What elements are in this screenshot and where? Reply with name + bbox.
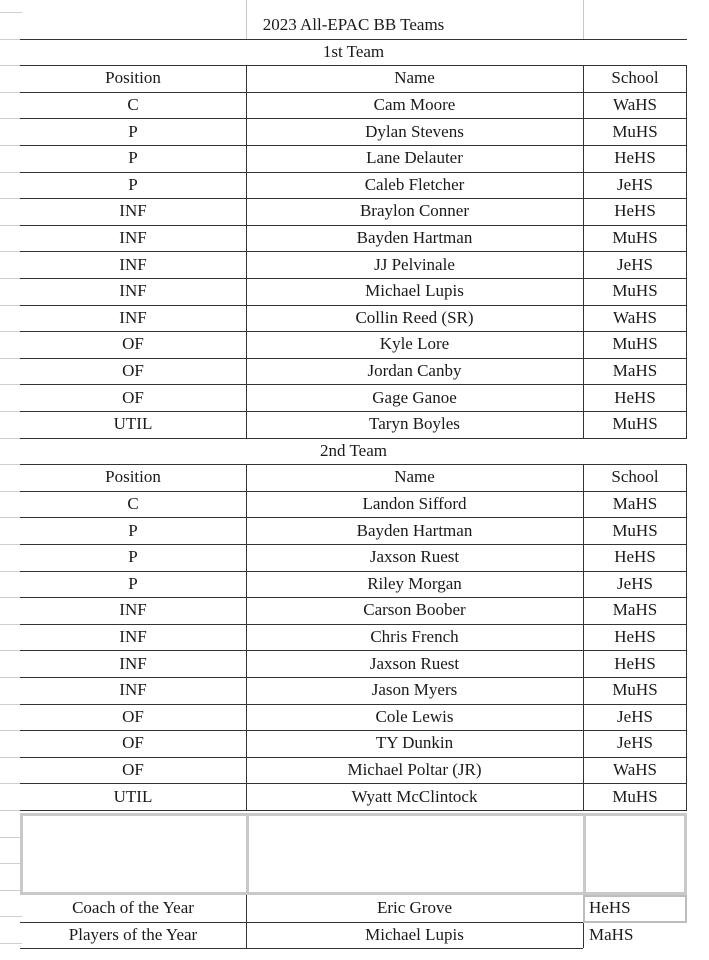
- table-row: [20, 358, 687, 385]
- position-cell[interactable]: OF: [122, 706, 144, 726]
- award-school-box: [583, 895, 687, 923]
- school-cell[interactable]: JeHS: [617, 174, 653, 194]
- gridline: [0, 783, 22, 784]
- name-cell[interactable]: TY Dunkin: [375, 733, 454, 753]
- gridline: [0, 650, 22, 651]
- name-cell[interactable]: Jaxson Ruest: [369, 547, 460, 567]
- sheet-title: 2023 All-EPAC BB Teams: [262, 15, 445, 35]
- position-cell[interactable]: P: [128, 573, 138, 593]
- name-cell[interactable]: Carson Boober: [363, 600, 466, 620]
- name-cell[interactable]: Landon Sifford: [362, 494, 467, 514]
- table-row: [20, 757, 687, 784]
- gridline: [0, 198, 22, 199]
- name-cell[interactable]: Riley Morgan: [367, 573, 462, 593]
- gridline: [0, 12, 22, 13]
- spreadsheet-gridlines: [0, 0, 22, 960]
- gridline: [0, 358, 22, 359]
- name-cell[interactable]: Wyatt McClintock: [351, 786, 478, 806]
- table-row: [20, 544, 687, 571]
- school-cell[interactable]: MaHS: [612, 361, 658, 381]
- gridline: [0, 172, 22, 173]
- name-cell[interactable]: Gage Ganoe: [372, 387, 457, 407]
- gridline: [0, 916, 22, 917]
- school-cell[interactable]: JeHS: [617, 573, 653, 593]
- gridline: [0, 278, 22, 279]
- school-cell[interactable]: HeHS: [614, 201, 656, 221]
- name-cell[interactable]: Caleb Fletcher: [364, 174, 465, 194]
- award-school-cell[interactable]: MaHS: [589, 924, 634, 944]
- name-cell[interactable]: Name: [394, 467, 435, 487]
- name-cell[interactable]: Collin Reed (SR): [355, 307, 474, 327]
- gridline: [0, 39, 22, 40]
- table-row: [20, 172, 687, 199]
- gridline: [0, 890, 22, 891]
- position-cell[interactable]: INF: [119, 307, 147, 327]
- column-border: [583, 65, 584, 437]
- school-cell[interactable]: JeHS: [617, 733, 653, 753]
- gridline: [0, 943, 22, 944]
- empty-divider: [246, 816, 249, 892]
- name-cell[interactable]: Michael Lupis: [365, 281, 464, 301]
- gridline: [0, 704, 22, 705]
- school-cell[interactable]: HeHS: [614, 627, 656, 647]
- position-cell[interactable]: INF: [119, 281, 147, 301]
- table-row: [20, 597, 687, 624]
- name-cell[interactable]: Name: [394, 68, 435, 88]
- table-row: [20, 331, 687, 358]
- school-cell[interactable]: School: [611, 68, 659, 88]
- school-cell[interactable]: MuHS: [612, 334, 658, 354]
- school-cell[interactable]: JeHS: [617, 706, 653, 726]
- award-winner-cell[interactable]: Eric Grove: [376, 898, 453, 918]
- row-border: [20, 948, 583, 949]
- position-cell[interactable]: OF: [122, 387, 144, 407]
- school-cell[interactable]: HeHS: [614, 387, 656, 407]
- gridline: [0, 331, 22, 332]
- gridline: [0, 677, 22, 678]
- name-cell[interactable]: Bayden Hartman: [356, 520, 473, 540]
- first-team-label-row: [20, 39, 687, 66]
- column-border: [583, 464, 584, 810]
- table-row: [20, 145, 687, 172]
- school-cell[interactable]: HeHS: [614, 653, 656, 673]
- column-border: [583, 0, 584, 39]
- school-cell[interactable]: MuHS: [612, 680, 658, 700]
- name-cell[interactable]: Kyle Lore: [379, 334, 450, 354]
- award-row: [20, 922, 687, 949]
- gridline: [0, 118, 22, 119]
- table-row: [20, 704, 687, 731]
- award-winner-cell[interactable]: Michael Lupis: [365, 924, 464, 944]
- position-cell[interactable]: C: [127, 494, 139, 514]
- name-cell[interactable]: JJ Pelvinale: [374, 254, 455, 274]
- table-row: [20, 198, 687, 225]
- school-cell[interactable]: HeHS: [614, 547, 656, 567]
- school-cell[interactable]: MuHS: [612, 281, 658, 301]
- name-cell[interactable]: Braylon Conner: [359, 201, 470, 221]
- first-team-label: 1st Team: [322, 41, 385, 61]
- school-cell[interactable]: WaHS: [613, 95, 657, 115]
- gridline: [0, 384, 22, 385]
- table-row: [20, 278, 687, 305]
- column-border: [246, 895, 247, 948]
- table-row: [20, 571, 687, 598]
- award-title-cell[interactable]: Coach of the Year: [72, 898, 194, 918]
- table-row: [20, 730, 687, 757]
- gridline: [0, 757, 22, 758]
- gridline: [0, 571, 22, 572]
- table-row: [20, 305, 687, 332]
- name-cell[interactable]: Jaxson Ruest: [369, 653, 460, 673]
- position-cell[interactable]: INF: [119, 201, 147, 221]
- name-cell[interactable]: Taryn Boyles: [369, 414, 460, 434]
- gridline: [0, 305, 22, 306]
- school-cell[interactable]: MuHS: [612, 228, 658, 248]
- gridline: [0, 624, 22, 625]
- school-cell[interactable]: JeHS: [617, 254, 653, 274]
- column-border: [246, 464, 247, 810]
- gridline: [0, 438, 22, 439]
- award-title-cell[interactable]: Players of the Year: [68, 924, 198, 944]
- award-school-cell[interactable]: HeHS: [589, 898, 631, 918]
- name-cell[interactable]: Chris French: [370, 627, 459, 647]
- gridline: [0, 597, 22, 598]
- school-cell[interactable]: MuHS: [612, 414, 658, 434]
- table-row: [20, 118, 687, 145]
- school-cell[interactable]: MaHS: [612, 494, 658, 514]
- row-border: [20, 810, 687, 811]
- position-cell[interactable]: OF: [122, 361, 144, 381]
- position-cell[interactable]: P: [128, 547, 138, 567]
- name-cell[interactable]: Jordan Canby: [367, 361, 462, 381]
- position-cell[interactable]: P: [128, 174, 138, 194]
- position-cell[interactable]: INF: [119, 627, 147, 647]
- school-cell[interactable]: MuHS: [612, 121, 658, 141]
- table-row: [20, 650, 687, 677]
- school-cell[interactable]: WaHS: [613, 760, 657, 780]
- name-cell[interactable]: Bayden Hartman: [356, 228, 473, 248]
- name-cell[interactable]: Dylan Stevens: [365, 121, 464, 141]
- position-cell[interactable]: P: [128, 121, 138, 141]
- position-cell[interactable]: OF: [122, 760, 144, 780]
- position-cell[interactable]: C: [127, 95, 139, 115]
- gridline: [0, 491, 22, 492]
- position-cell[interactable]: INF: [119, 228, 147, 248]
- school-cell[interactable]: MuHS: [612, 786, 658, 806]
- gridline: [0, 544, 22, 545]
- gridline: [0, 145, 22, 146]
- gridline: [0, 225, 22, 226]
- gridline: [0, 464, 22, 465]
- gridline: [0, 411, 22, 412]
- name-cell[interactable]: Michael Poltar (JR): [347, 760, 482, 780]
- gridline: [0, 837, 22, 838]
- position-cell[interactable]: OF: [122, 733, 144, 753]
- table-row: [20, 491, 687, 518]
- position-cell[interactable]: OF: [122, 334, 144, 354]
- position-cell[interactable]: INF: [119, 680, 147, 700]
- second-team-label-row: [20, 438, 687, 465]
- table-row: [20, 677, 687, 704]
- empty-section: [20, 813, 687, 895]
- table-row: [20, 251, 687, 278]
- position-cell[interactable]: INF: [119, 254, 147, 274]
- position-cell[interactable]: P: [128, 520, 138, 540]
- school-cell[interactable]: WaHS: [613, 307, 657, 327]
- second-team-header-row: [20, 464, 687, 491]
- gridline: [0, 65, 22, 66]
- first-team-header-row: [20, 65, 687, 92]
- school-cell[interactable]: MaHS: [612, 600, 658, 620]
- position-cell[interactable]: UTIL: [113, 786, 153, 806]
- table-row: [20, 411, 687, 438]
- column-border: [686, 65, 687, 437]
- table-row: [20, 384, 687, 411]
- school-cell[interactable]: HeHS: [614, 148, 656, 168]
- name-cell[interactable]: Jason Myers: [371, 680, 458, 700]
- name-cell[interactable]: Cam Moore: [373, 95, 456, 115]
- position-cell[interactable]: UTIL: [113, 414, 153, 434]
- second-team-label: 2nd Team: [320, 440, 387, 460]
- name-cell[interactable]: Cole Lewis: [375, 706, 454, 726]
- column-border: [686, 464, 687, 810]
- gridline: [0, 730, 22, 731]
- position-cell[interactable]: Position: [105, 467, 161, 487]
- name-cell[interactable]: Lane Delauter: [366, 148, 463, 168]
- school-cell[interactable]: School: [611, 467, 659, 487]
- gridline: [0, 517, 22, 518]
- gridline: [0, 251, 22, 252]
- school-cell[interactable]: MuHS: [612, 520, 658, 540]
- table-row: [20, 517, 687, 544]
- table-row: [20, 92, 687, 119]
- gridline: [0, 863, 22, 864]
- gridline: [0, 92, 22, 93]
- column-border: [246, 0, 247, 39]
- position-cell[interactable]: P: [128, 148, 138, 168]
- table-row: [20, 783, 687, 810]
- gridline: [0, 810, 22, 811]
- position-cell[interactable]: INF: [119, 600, 147, 620]
- sheet-title-row: [20, 12, 687, 39]
- column-border: [246, 65, 247, 437]
- position-cell[interactable]: Position: [105, 68, 161, 88]
- empty-divider: [583, 816, 586, 892]
- position-cell[interactable]: INF: [119, 653, 147, 673]
- table-row: [20, 624, 687, 651]
- table-row: [20, 225, 687, 252]
